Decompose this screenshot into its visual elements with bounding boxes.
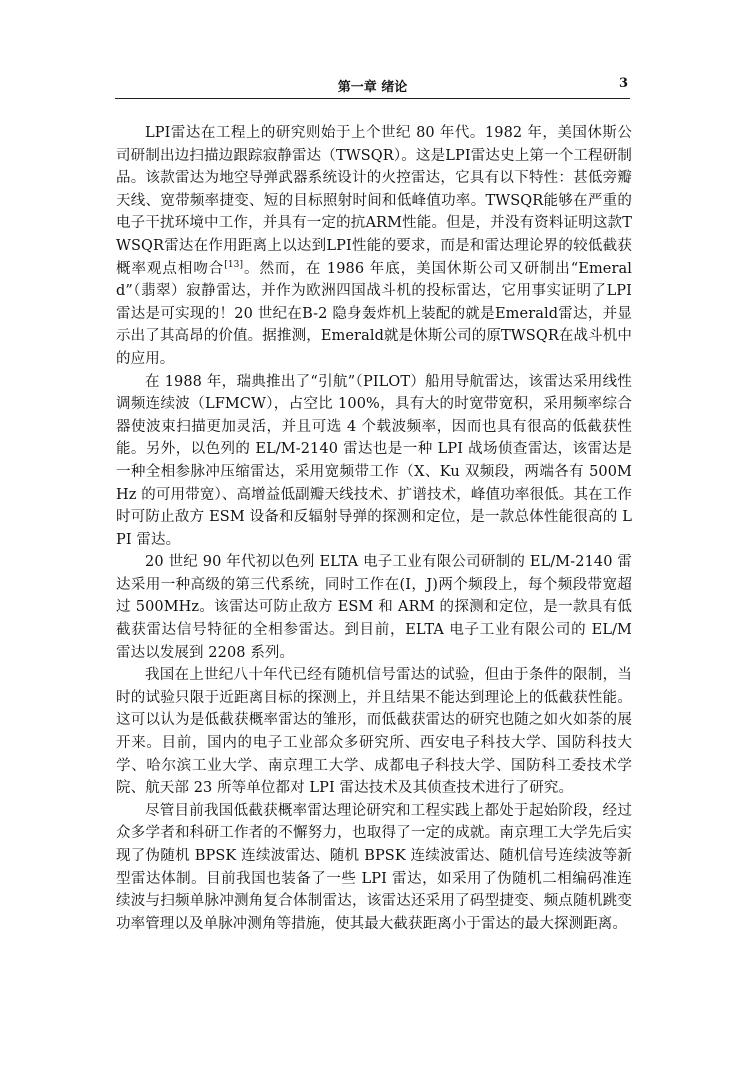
body-text (116, 122, 632, 935)
running-header (115, 76, 630, 99)
paragraph-1-part-b: 。然而，在 1986 年底，美国休斯公司又研制出“Emerald”（翡翠）寂静雷达，并作为欧洲四国战斗机的投标雷达，它用事实证明了LPI雷达是可实现的！20 世纪在B-2 隐身轰炸机上装配的就是Emerald雷达，并显示出了其高昂的价值。据推测，Emerald就是休斯公司的原TWSQR在战斗机中的应用。 (116, 260, 633, 367)
paragraph-1 (116, 122, 632, 371)
citation-ref: [13] (224, 259, 244, 270)
paragraph-5: 尽管目前我国低截获概率雷达理论研究和工程实践上都处于起始阶段，经过众多学者和科研工作者的不懈努力，也取得了一定的成就。南京理工大学先后实现了伪随机 BPSK 连续波雷达、随机 BPSK 连续波雷达、随机信号连续波等新型雷达体制。目前我国也装备了一些 LPI 雷达，如采用了伪随机二相编码准连续波与扫频单脉冲测角复合体制雷达，该雷达还采用了码型捷变、频点随机跳变功率管理以及单脉冲测角等措施，使其最大截获距离小于雷达的最大探测距离。 (116, 802, 632, 932)
chapter-title: 第一章 绪论 (337, 80, 408, 95)
paragraph-4: 我国在上世纪八十年代已经有随机信号雷达的试验，但由于条件的限制，当时的试验只限于近距离目标的探测上，并且结果不能达到理论上的低截获性能。这可以认为是低截获概率雷达的雏形，而低截获雷达的研究也随之如火如荼的展开来。目前，国内的电子工业部众多研究所、西安电子科技大学、国防科技大学、哈尔滨工业大学、南京理工大学、成都电子科技大学、国防科工委技术学院、航天部 23 所等单位都对 LPI 雷达技术及其侦查技术进行了研究。 (116, 667, 632, 797)
paragraph-1-part-a: LPI雷达在工程上的研究则始于上个世纪 80 年代。1982 年，美国休斯公司研制出边扫描边跟踪寂静雷达（TWSQR）。这是LPI雷达史上第一个工程研制品。该款雷达为地空导弹武器系统设计的火控雷达，它具有以下特性：甚低旁瓣天线、宽带频率捷变、短的目标照射时间和低峰值功率。TWSQR能够在严重的电子干扰环境中工作，并具有一定的抗ARM性能。但是，并没有资料证明这款TWSQR雷达在作用距离上以达到LPI性能的要求，而是和雷达理论界的较低截获概率观点相吻合 (116, 125, 632, 277)
paragraph-3: 20 世纪 90 年代初以色列 ELTA 电子工业有限公司研制的 EL/M-2140 雷达采用一种高级的第三代系统，同时工作在(I，J)两个频段上，每个频段带宽超过 500MHz。该雷达可防止敌方 ESM 和 ARM 的探测和定位，是一款具有低截获雷达信号特征的全相参雷达。到目前，ELTA 电子工业有限公司的 EL/M 雷达以发展到 2208 系列。 (116, 554, 632, 661)
paragraph-2: 在 1988 年，瑞典推出了“引航”（PILOT）船用导航雷达，该雷达采用线性调频连续波（LFMCW），占空比 100%，具有大的时宽带宽积，采用频率综合器使波束扫描更加灵活，并且可选 4 个载波频率，因而也具有很高的低截获性能。另外，以色列的 EL/M-2140 雷达也是一种 LPI 战场侦查雷达，该雷达是一种全相参脉冲压缩雷达，采用宽频带工作（X、Ku 双频段，两端各有 500MHz 的可用带宽）、高增益低副瓣天线技术、扩谱技术，峰值功率很低。其在工作时可防止敌方 ESM 设备和反辐射导弹的探测和定位，是一款总体性能很高的 LPI 雷达。 (116, 373, 632, 548)
page-number: 3 (618, 76, 628, 91)
